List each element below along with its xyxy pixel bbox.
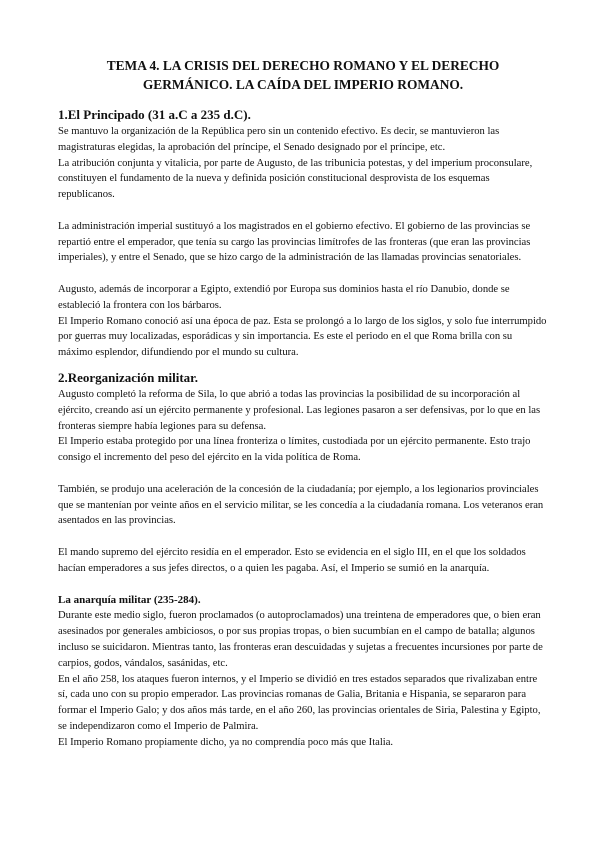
document-title: TEMA 4. LA CRISIS DEL DERECHO ROMANO Y EL DERECHO GERMÁNICO. LA CAÍDA DEL IMPERIO ROMANO. [106,58,500,92]
paragraph: Augusto completó la reforma de Sila, lo que abrió a todas las provincias la posibilidad de su incorporación al ejército, creando así un ejército permanente y profesional. Las legiones pasaron a ser defensivas, por lo que en las fronteras siempre había legiones para su defensa. [58,388,541,432]
paragraph: Durante este medio siglo, fueron proclamados (o autoproclamados) una treintena de emperadores que, o bien eran asesinados por generales ambiciosos, o por sus propias tropas, o bien sucumbían en el campo de batalla; algunos incluso se suicidaron. Mientras tanto, las fronteras eran descuidadas y sujetas a frecuentes incursiones por parte de carpios, godos, vándalos, sasánidas, etc. [58,610,543,669]
section-heading-reorganizacion: 2.Reorganización militar. [58,369,198,385]
paragraph: El Imperio estaba protegido por una línea fronteriza o límites, custodiada por un ejército permanente. Esto trajo consigo el incremento del peso del ejército en la vida política de Roma. [58,436,531,464]
paragraph: El mando supremo del ejército residía en el emperador. Esto se evidencia en el siglo III, en el que los soldados hacían emperadores a sus jefes directos, o a quien les pagaba. Así, el Imperio se sumió en la anarquía. [58,546,526,574]
paragraph: También, se produjo una aceleración de la concesión de la ciudadanía; por ejemplo, a los legionarios provinciales que se mantenían por veinte años en el servicio militar, se les concedía a la ciudadanía romana. Los veteranos eran asentados en las provincias. [58,483,544,527]
paragraph: El Imperio Romano conoció así una época de paz. Esta se prolongó a lo largo de los siglos, y solo fue interrumpido por guerras muy localizadas, esporádicas y sin importancia. Es este el periodo en el que Roma brilla con su máximo esplendor, difundiendo por el mundo su cultura. [58,315,547,359]
paragraph: En el año 258, los ataques fueron internos, y el Imperio se dividió en tres estados separados que rivalizaban entre sí, cada uno con su propio emperador. Las provincias romanas de Galia, Britania e Hispania, se separaron para formar el Imperio Galo; y dos años más tarde, en el año 260, las provincias orientales de Siria, Palestina y Egipto, se independizaron como el Imperio de Palmira. [58,673,541,732]
document-page [58,56,548,750]
paragraph: El Imperio Romano propiamente dicho, ya no comprendía poco más que Italia. [58,736,394,748]
paragraph: La administración imperial sustituyó a los magistrados en el gobierno efectivo. El gobierno de las provincias se repartió entre el emperador, que tenía su cargo las provincias limítrofes de las fronteras (que eran las provincias imperiales), y entre el Senado, que se hizo cargo de la administración de las llamadas provincias senatoriales. [58,220,531,264]
paragraph: La atribución conjunta y vitalicia, por parte de Augusto, de las tribunicia potestas, y del imperium proconsulare, constituyen el fundamento de la nueva y definida posición constitucional desprovista de los esquemas republicanos. [58,157,533,201]
paragraph: Se mantuvo la organización de la República pero sin un contenido efectivo. Es decir, se mantuvieron las magistraturas elegidas, la aprobación del príncipe, el Senado designado por el príncipe, etc. [58,126,500,153]
subheading-anarquia-militar: La anarquía militar (235-284). [58,594,201,607]
section-heading-principado: 1.El Principado (31 a.C a 235 d.C). [58,107,251,122]
paragraph: Augusto, además de incorporar a Egipto, extendió por Europa sus dominios hasta el río Danubio, donde se estableció la frontera con los bárbaros. [58,283,510,311]
